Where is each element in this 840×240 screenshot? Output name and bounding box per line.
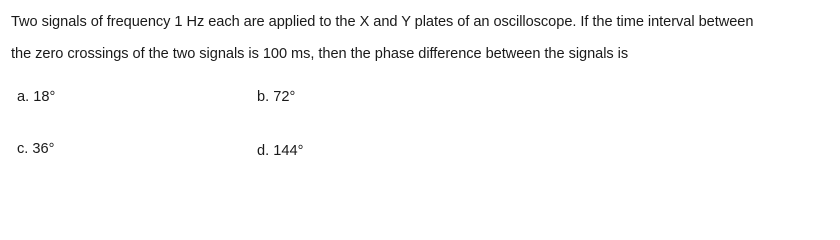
option-b[interactable]: b. 72°: [257, 89, 296, 105]
option-c[interactable]: c. 36°: [17, 141, 55, 157]
question-line-2: the zero crossings of the two signals is 100 ms, then the phase difference between the signals is: [11, 46, 629, 62]
question-line-1: Two signals of frequency 1 Hz each are applied to the X and Y plates of an oscilloscope. If the time interval between: [11, 14, 754, 30]
option-d[interactable]: d. 144°: [257, 143, 304, 159]
option-a[interactable]: a. 18°: [17, 89, 56, 105]
